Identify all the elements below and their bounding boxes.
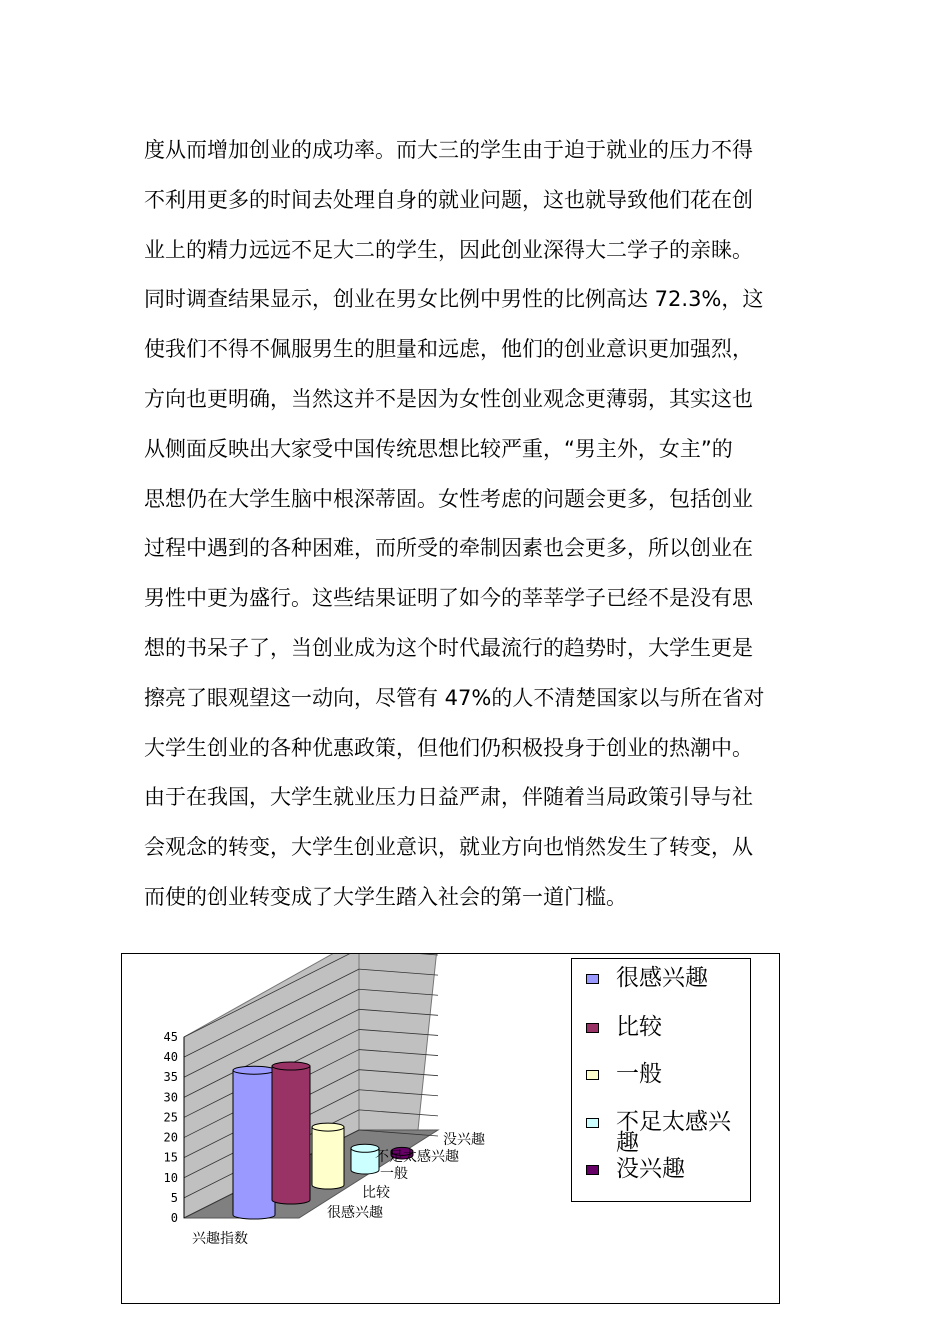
legend-swatch: [586, 1118, 599, 1128]
text-line: 使我们不得不佩服男生的胆量和远虑，他们的创业意识更加强烈，: [144, 337, 753, 362]
y-tick-label: 30: [163, 1090, 178, 1105]
text-line: 擦亮了眼观望这一动向，尽管有 47%的人不清楚国家以与所在省对: [144, 685, 765, 710]
legend-item: [586, 1061, 736, 1087]
chart-legend: [571, 958, 751, 1202]
legend-item: [586, 1156, 736, 1182]
text-line: 同时调查结果显示，创业在男女比例中男性的比例高达 72.3%，这: [144, 287, 764, 312]
text-line: 度从而增加创业的成功率。而大三的学生由于迫于就业的压力不得: [144, 138, 753, 162]
legend-swatch: [586, 974, 599, 984]
y-tick-label: 40: [163, 1050, 178, 1065]
legend-item: [586, 965, 736, 991]
bar-cylinder-top: [272, 1062, 310, 1070]
legend-label: 不足太感兴趣: [616, 1109, 731, 1156]
legend-label: 很感兴趣: [616, 965, 708, 991]
text-line: 业上的精力远远不足大二的学生，因此创业深得大二学子的亲睐。: [144, 237, 753, 262]
bar-cylinder: [233, 1070, 275, 1219]
y-tick-label: 10: [163, 1170, 178, 1185]
bar-cylinder: [272, 1066, 310, 1204]
bar-cylinder: [312, 1127, 344, 1189]
bar-cylinder-top: [312, 1123, 344, 1131]
legend-swatch: [586, 1165, 599, 1175]
depth-label: 很感兴趣: [327, 1205, 383, 1221]
y-tick-label: 35: [163, 1070, 178, 1085]
text-line: 由于在我国，大学生就业压力日益严肃，伴随着当局政策引导与社: [144, 785, 753, 810]
depth-label: 不足太感兴趣: [375, 1149, 459, 1165]
depth-label: 没兴趣: [443, 1132, 485, 1148]
legend-swatch: [586, 1070, 599, 1080]
legend-item: [586, 1109, 736, 1156]
body-text: [144, 126, 824, 923]
text-line: 不利用更多的时间去处理自身的就业问题，这也就导致他们花在创: [144, 187, 753, 212]
text-line: 而使的创业转变成了大学生踏入社会的第一道门槛。: [144, 884, 627, 909]
y-tick-label: 0: [170, 1211, 178, 1225]
legend-swatch: [586, 1023, 599, 1033]
legend-item: [586, 1014, 736, 1040]
y-tick-label: 5: [170, 1190, 178, 1205]
text-line: 男性中更为盛行。这些结果证明了如今的莘莘学子已经不是没有思: [144, 586, 753, 611]
legend-label: 一般: [616, 1061, 662, 1087]
text-line: 大学生创业的各种优惠政策，但他们仍积极投身于创业的热潮中。: [144, 735, 753, 760]
legend-label: 比较: [616, 1014, 662, 1040]
y-tick-label: 20: [163, 1130, 178, 1145]
y-tick-label: 45: [163, 1030, 178, 1044]
y-tick-label: 15: [163, 1150, 178, 1165]
x-axis-label: 兴趣指数: [192, 1231, 248, 1247]
depth-label: 比较: [362, 1185, 390, 1201]
depth-label: 一般: [380, 1166, 408, 1182]
legend-label: 没兴趣: [616, 1156, 685, 1182]
text-line: 方向也更明确，当然这并不是因为女性创业观念更薄弱，其实这也: [144, 386, 753, 411]
y-tick-label: 25: [163, 1110, 178, 1125]
bar-cylinder-top: [233, 1066, 275, 1074]
text-line: 从侧面反映出大家受中国传统思想比较严重，“男主外，女主”的: [144, 436, 733, 461]
text-line: 思想仍在大学生脑中根深蒂固。女性考虑的问题会更多，包括创业: [144, 486, 753, 511]
text-line: 过程中遇到的各种困难，而所受的牵制因素也会更多，所以创业在: [144, 536, 753, 561]
chart-figure: [121, 953, 780, 1304]
text-line: 会观念的转变，大学生创业意识，就业方向也悄然发生了转变，从: [144, 835, 753, 860]
back-wall: [359, 954, 438, 1130]
text-line: 想的书呆子了，当创业成为这个时代最流行的趋势时，大学生更是: [144, 635, 753, 660]
